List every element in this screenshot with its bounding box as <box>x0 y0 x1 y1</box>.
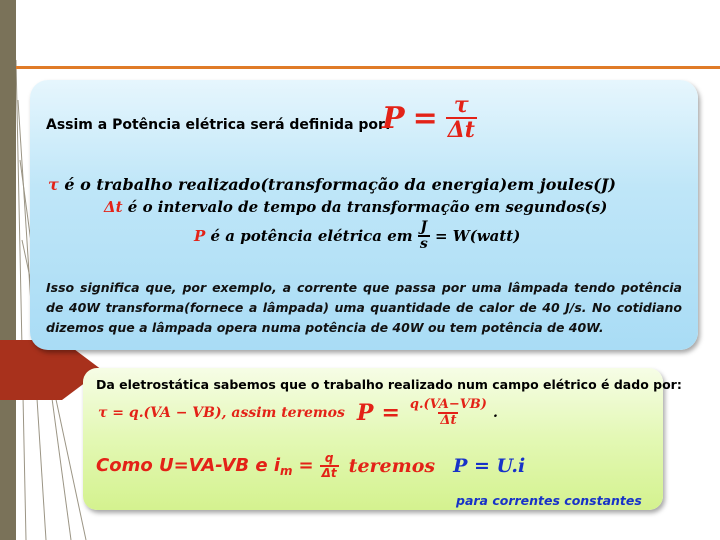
formula-eq: = <box>412 100 438 136</box>
power-denominator: Δt <box>440 412 457 428</box>
second-denominator: s <box>419 235 428 252</box>
dt-definition <box>104 198 607 216</box>
constant-current-note: para correntes constantes <box>456 493 642 508</box>
p-text: é a potência elétrica em <box>205 226 418 245</box>
p-definition <box>194 220 520 251</box>
tau-definition <box>48 175 616 194</box>
current-fraction <box>320 452 339 479</box>
electrostatics-intro: Da eletrostática sabemos que o trabalho realizado num campo elétrico é dado por: <box>96 377 682 392</box>
joule-numerator: J <box>420 219 428 235</box>
power-current-formula: P = U.i <box>453 454 526 477</box>
current-eq: = <box>298 455 314 477</box>
intro-text: Assim a Potência elétrica será definida por: <box>46 117 391 133</box>
example-paragraph: Isso significa que, por exemplo, a corrente que passa por uma lâmpada tendo potência de 40W transforma(fornece a lâmpada) uma quantidade de calor de 40 J/s. No cotidiano dizemos que a lâmpada opera numa potência de 40W ou tem potência de 40W. <box>46 280 682 335</box>
power-formula <box>382 94 477 142</box>
power-eq: = <box>381 399 400 426</box>
current-numerator: q <box>324 451 334 465</box>
formula-numerator: τ <box>453 92 469 118</box>
dt-symbol: Δt <box>104 198 123 216</box>
current-subscript: m <box>280 463 293 478</box>
power-fraction <box>408 398 489 427</box>
power-numerator: q.(VA−VB) <box>409 397 487 412</box>
watt-text: = W(watt) <box>429 226 521 245</box>
top-orange-rule <box>16 66 720 69</box>
power-symbol: P <box>356 399 374 426</box>
current-denominator: Δt <box>321 465 337 480</box>
formula-fraction <box>446 94 477 142</box>
p-symbol: P <box>194 226 206 245</box>
teremos-text: teremos <box>348 454 436 477</box>
left-accent-bar <box>0 0 16 540</box>
period: . <box>492 404 498 421</box>
joule-per-second-fraction <box>418 220 430 251</box>
work-equation: τ = q.(VA − VB), assim teremos <box>98 404 345 421</box>
work-formula <box>98 398 498 427</box>
current-pre: Como U=VA-VB e i <box>96 455 281 477</box>
tau-symbol: τ <box>48 175 59 194</box>
formula-lhs: P <box>382 100 405 136</box>
tau-text: é o trabalho realizado(transformação da energia)em joules(J) <box>58 175 616 194</box>
current-formula <box>96 452 525 479</box>
formula-denominator: Δt <box>447 117 475 144</box>
dt-text: é o intervalo de tempo da transformação em segundos(s) <box>122 198 608 216</box>
